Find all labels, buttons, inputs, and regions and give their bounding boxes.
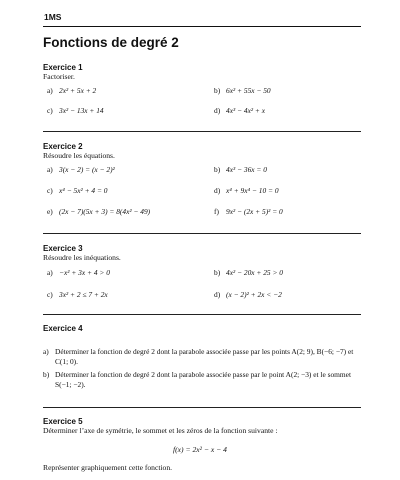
exercise-1-item-a	[47, 86, 96, 95]
exercise-1-item-c	[47, 106, 104, 115]
item-label: d)	[214, 290, 221, 299]
section-divider	[43, 233, 361, 234]
exercise-2-heading: Exercice 2	[43, 142, 83, 151]
exercise-5-closing: Représenter graphiquement cette fonction.	[43, 463, 173, 472]
item-expression: x⁴ + 9x⁴ − 10 = 0	[226, 186, 279, 195]
item-expression: 3x² − 13x + 14	[59, 106, 104, 115]
item-label: e)	[47, 207, 53, 216]
page-title: Fonctions de degré 2	[43, 35, 179, 50]
item-expression: 3(x − 2) = (x − 2)²	[59, 165, 115, 174]
item-expression: 4x² − 20x + 25 > 0	[226, 268, 283, 277]
exercise-3-instruction: Résoudre les inéquations.	[43, 253, 121, 262]
item-label: c)	[47, 106, 53, 115]
item-label: a)	[47, 86, 53, 95]
item-label: a)	[43, 347, 49, 356]
exercise-3-heading: Exercice 3	[43, 244, 83, 253]
exercise-2-item-b	[214, 165, 267, 174]
item-expression: −x² + 3x + 4 > 0	[59, 268, 110, 277]
exercise-4-heading: Exercice 4	[43, 324, 83, 333]
section-divider	[43, 131, 361, 132]
header-rule	[43, 26, 361, 27]
exercise-1-heading: Exercice 1	[43, 63, 83, 72]
exercise-2-item-f	[214, 207, 283, 216]
exercise-2-instruction: Résoudre les équations.	[43, 151, 115, 160]
exercise-2-item-e	[47, 207, 150, 216]
item-text: Déterminer la fonction de degré 2 dont la parabole associée passe par les points A(2; 9), B(−6; −7) et C(1; 0).	[55, 347, 354, 366]
item-label: b)	[214, 86, 221, 95]
item-expression: 6x² + 55x − 50	[226, 86, 271, 95]
exercise-5-equation: f(x) = 2x² − x − 4	[173, 445, 227, 454]
item-label: b)	[214, 165, 221, 174]
exercise-2-item-d	[214, 186, 279, 195]
item-expression: x⁴ − 5x² + 4 = 0	[59, 186, 108, 195]
item-expression: 9x² − (2x + 5)² = 0	[226, 207, 283, 216]
item-expression: 2x² + 5x + 2	[59, 86, 97, 95]
item-text: Déterminer la fonction de degré 2 dont la parabole associée passe par le point A(2; −3) et le sommet S(−1; −2).	[55, 370, 351, 389]
exercise-3-item-d	[214, 290, 282, 299]
item-expression: 3x² + 2 ≤ 7 + 2x	[59, 290, 108, 299]
exercise-5-heading: Exercice 5	[43, 417, 83, 426]
item-label: a)	[47, 268, 53, 277]
item-expression: 4x³ − 36x = 0	[226, 165, 267, 174]
item-label: d)	[214, 186, 221, 195]
exercise-5-instruction: Déterminer l’axe de symétrie, le sommet et les zéros de la fonction suivante :	[43, 426, 278, 435]
exercise-1-item-b	[214, 86, 271, 95]
item-label: a)	[47, 165, 53, 174]
item-expression: 4x³ − 4x² + x	[226, 106, 266, 115]
exercise-1-item-d	[214, 106, 265, 115]
class-label: 1MS	[44, 12, 62, 22]
item-label: b)	[43, 370, 50, 379]
exercise-1-instruction: Factoriser.	[43, 72, 75, 81]
exercise-2-item-a	[47, 165, 115, 174]
exercise-2-item-c	[47, 186, 107, 195]
item-label: c)	[47, 290, 53, 299]
exercise-3-item-a	[47, 268, 110, 277]
exercise-4-item-a	[43, 347, 359, 367]
section-divider	[43, 314, 361, 315]
section-divider	[43, 407, 361, 408]
item-label: d)	[214, 106, 221, 115]
item-expression: (2x − 7)(5x + 3) = 8(4x² − 49)	[59, 207, 151, 216]
exercise-3-item-b	[214, 268, 283, 277]
item-label: f)	[214, 207, 219, 216]
item-expression: (x − 2)² + 2x < −2	[226, 290, 282, 299]
item-label: c)	[47, 186, 53, 195]
exercise-3-item-c	[47, 290, 108, 299]
exercise-4-item-b	[43, 370, 359, 390]
item-label: b)	[214, 268, 221, 277]
